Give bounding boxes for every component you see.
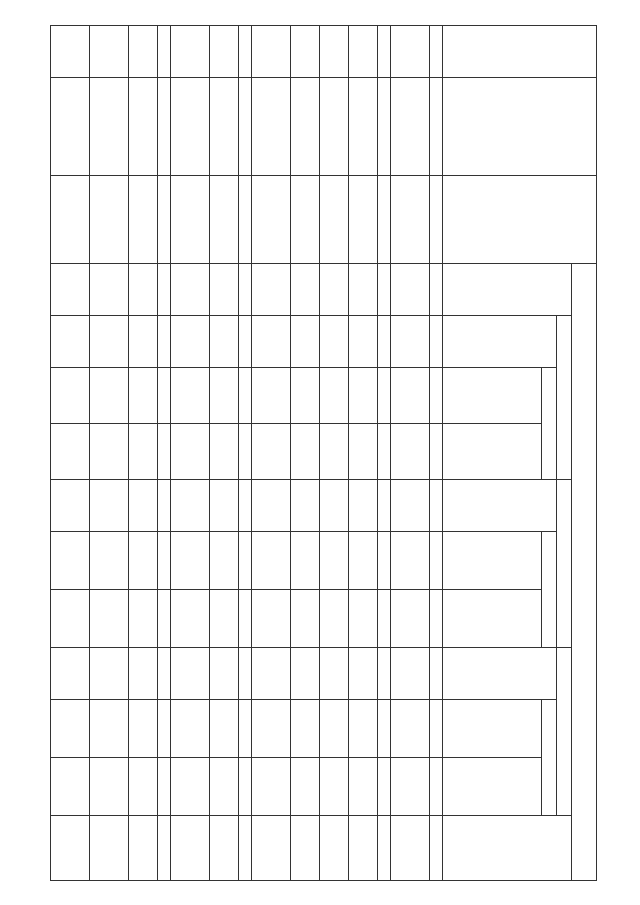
row-executor xyxy=(158,176,171,264)
row-value xyxy=(391,532,430,590)
row-executor xyxy=(378,176,391,264)
row-value xyxy=(291,590,320,648)
col-number xyxy=(430,648,443,700)
table-row xyxy=(252,26,291,881)
row-value xyxy=(129,700,158,758)
row-value xyxy=(210,700,239,758)
row-value xyxy=(252,758,291,816)
col-number xyxy=(430,700,443,758)
header-reg-3 xyxy=(443,590,542,648)
row-status xyxy=(90,26,129,78)
header-total-2 xyxy=(443,316,557,368)
row-value xyxy=(90,264,129,316)
row-value xyxy=(391,316,430,368)
row-value xyxy=(210,264,239,316)
row-value xyxy=(239,532,252,590)
row-value xyxy=(349,816,378,881)
row-value xyxy=(51,648,90,700)
header-year-5 xyxy=(443,816,572,881)
header-programme-name xyxy=(443,78,597,176)
row-value xyxy=(171,816,210,881)
row-value xyxy=(158,316,171,368)
row-value xyxy=(378,758,391,816)
row-value xyxy=(51,316,90,368)
row-value xyxy=(90,758,129,816)
row-value xyxy=(171,758,210,816)
col-number xyxy=(430,480,443,532)
row-executor xyxy=(90,176,129,264)
header-year-3 xyxy=(557,480,572,648)
row-value xyxy=(129,590,158,648)
row-value xyxy=(391,368,430,424)
table-row xyxy=(90,26,129,881)
row-value xyxy=(320,816,349,881)
col-number xyxy=(430,758,443,816)
row-value xyxy=(210,480,239,532)
row-value xyxy=(210,648,239,700)
row-value xyxy=(51,480,90,532)
table-row xyxy=(171,26,210,881)
row-value xyxy=(391,424,430,480)
row-executor xyxy=(252,176,291,264)
row-value xyxy=(51,758,90,816)
row-value xyxy=(252,816,291,881)
row-value xyxy=(378,480,391,532)
row-value xyxy=(291,532,320,590)
row-value xyxy=(129,758,158,816)
row-value xyxy=(291,424,320,480)
row-value xyxy=(378,648,391,700)
row-value xyxy=(239,424,252,480)
row-value xyxy=(349,648,378,700)
row-value xyxy=(391,590,430,648)
row-value xyxy=(158,816,171,881)
table-row xyxy=(158,26,171,881)
row-value xyxy=(90,532,129,590)
row-value xyxy=(210,816,239,881)
table-row xyxy=(378,26,391,881)
row-value xyxy=(158,424,171,480)
row-value xyxy=(210,316,239,368)
row-value xyxy=(291,264,320,316)
header-incl-2 xyxy=(542,368,557,480)
row-value xyxy=(90,816,129,881)
table-row xyxy=(129,26,158,881)
row-value xyxy=(129,264,158,316)
row-name xyxy=(90,78,129,176)
row-value xyxy=(349,590,378,648)
expenditure-table xyxy=(50,25,597,881)
row-value xyxy=(51,700,90,758)
row-status xyxy=(252,26,291,78)
row-value xyxy=(252,648,291,700)
table-row xyxy=(51,26,90,881)
row-value xyxy=(320,758,349,816)
row-value xyxy=(252,590,291,648)
row-value xyxy=(291,648,320,700)
row-status xyxy=(210,26,239,78)
row-value xyxy=(239,264,252,316)
row-value xyxy=(320,316,349,368)
row-value xyxy=(391,816,430,881)
row-value xyxy=(51,590,90,648)
header-year-2 xyxy=(557,316,572,480)
row-value xyxy=(90,700,129,758)
row-value xyxy=(158,368,171,424)
col-number xyxy=(430,78,443,176)
row-value xyxy=(349,264,378,316)
row-value xyxy=(239,758,252,816)
header-executor xyxy=(443,176,597,264)
row-value xyxy=(210,532,239,590)
row-value xyxy=(291,480,320,532)
table-row xyxy=(291,26,320,881)
row-value xyxy=(129,316,158,368)
col-number xyxy=(430,316,443,368)
row-name xyxy=(171,78,210,176)
row-value xyxy=(378,816,391,881)
row-value xyxy=(391,758,430,816)
row-value xyxy=(171,532,210,590)
row-status xyxy=(291,26,320,78)
row-name xyxy=(320,78,349,176)
row-executor xyxy=(171,176,210,264)
row-name xyxy=(291,78,320,176)
row-value xyxy=(291,700,320,758)
row-value xyxy=(378,700,391,758)
row-name xyxy=(51,78,90,176)
row-value xyxy=(291,368,320,424)
row-executor xyxy=(210,176,239,264)
row-value xyxy=(210,424,239,480)
row-value xyxy=(349,424,378,480)
row-value xyxy=(239,368,252,424)
row-value xyxy=(90,368,129,424)
row-value xyxy=(291,816,320,881)
row-value xyxy=(320,480,349,532)
header-total-3 xyxy=(443,480,557,532)
table-row xyxy=(210,26,239,881)
row-status xyxy=(239,26,252,78)
row-value xyxy=(171,316,210,368)
header-year-4 xyxy=(557,648,572,816)
row-value xyxy=(158,264,171,316)
row-status xyxy=(320,26,349,78)
table-row xyxy=(349,26,378,881)
row-value xyxy=(349,532,378,590)
header-year-1 xyxy=(443,264,572,316)
row-value xyxy=(158,480,171,532)
row-value xyxy=(320,700,349,758)
row-value xyxy=(158,700,171,758)
row-status xyxy=(158,26,171,78)
row-value xyxy=(129,648,158,700)
row-status xyxy=(129,26,158,78)
header-status xyxy=(443,26,597,78)
row-value xyxy=(378,590,391,648)
row-name xyxy=(129,78,158,176)
row-value xyxy=(129,532,158,590)
col-number xyxy=(430,816,443,881)
row-value xyxy=(320,648,349,700)
row-value xyxy=(252,424,291,480)
row-name xyxy=(391,78,430,176)
row-value xyxy=(391,700,430,758)
row-status xyxy=(171,26,210,78)
row-value xyxy=(239,590,252,648)
col-number xyxy=(430,424,443,480)
row-name xyxy=(252,78,291,176)
row-value xyxy=(129,368,158,424)
row-value xyxy=(90,480,129,532)
row-value xyxy=(252,316,291,368)
row-value xyxy=(90,424,129,480)
row-executor xyxy=(129,176,158,264)
col-number xyxy=(430,590,443,648)
col-number xyxy=(430,264,443,316)
row-value xyxy=(158,532,171,590)
row-value xyxy=(391,648,430,700)
header-total-4 xyxy=(443,648,557,700)
row-value xyxy=(171,264,210,316)
row-value xyxy=(51,532,90,590)
header-incl-4 xyxy=(542,700,557,816)
row-value xyxy=(252,700,291,758)
row-status xyxy=(378,26,391,78)
header-incl-3 xyxy=(542,532,557,648)
row-value xyxy=(129,480,158,532)
row-status xyxy=(51,26,90,78)
row-status xyxy=(391,26,430,78)
row-value xyxy=(51,264,90,316)
row-value xyxy=(252,480,291,532)
row-value xyxy=(90,590,129,648)
row-executor xyxy=(320,176,349,264)
row-value xyxy=(320,368,349,424)
row-value xyxy=(291,316,320,368)
row-executor xyxy=(239,176,252,264)
row-value xyxy=(210,368,239,424)
row-name xyxy=(210,78,239,176)
row-value xyxy=(252,532,291,590)
col-number xyxy=(430,176,443,264)
row-value xyxy=(239,700,252,758)
col-number xyxy=(430,368,443,424)
row-value xyxy=(378,532,391,590)
row-name xyxy=(349,78,378,176)
row-value xyxy=(252,368,291,424)
row-value xyxy=(51,424,90,480)
table-body xyxy=(51,26,430,881)
table-row xyxy=(391,26,430,881)
row-executor xyxy=(51,176,90,264)
row-value xyxy=(239,480,252,532)
row-value xyxy=(391,264,430,316)
row-value xyxy=(51,368,90,424)
header-expenditure xyxy=(572,264,597,881)
row-value xyxy=(378,424,391,480)
table-row xyxy=(239,26,252,881)
row-value xyxy=(171,648,210,700)
row-executor xyxy=(349,176,378,264)
row-value xyxy=(171,424,210,480)
row-status xyxy=(349,26,378,78)
row-value xyxy=(349,368,378,424)
row-value xyxy=(378,264,391,316)
row-executor xyxy=(291,176,320,264)
table-row xyxy=(320,26,349,881)
row-value xyxy=(320,532,349,590)
header-reg-2 xyxy=(443,424,542,480)
row-value xyxy=(252,264,291,316)
row-value xyxy=(378,316,391,368)
row-value xyxy=(171,368,210,424)
row-name xyxy=(239,78,252,176)
row-executor xyxy=(391,176,430,264)
row-value xyxy=(391,480,430,532)
row-value xyxy=(129,816,158,881)
col-number xyxy=(430,26,443,78)
row-value xyxy=(239,816,252,881)
row-value xyxy=(291,758,320,816)
row-value xyxy=(171,480,210,532)
row-value xyxy=(239,648,252,700)
row-value xyxy=(171,700,210,758)
row-value xyxy=(349,316,378,368)
row-value xyxy=(349,758,378,816)
row-value xyxy=(239,316,252,368)
rotated-table-sheet xyxy=(37,25,597,880)
row-value xyxy=(158,758,171,816)
header-fed-3 xyxy=(443,532,542,590)
row-value xyxy=(158,590,171,648)
row-name xyxy=(158,78,171,176)
header-fed-2 xyxy=(443,368,542,424)
row-value xyxy=(378,368,391,424)
row-value xyxy=(171,590,210,648)
col-number xyxy=(430,532,443,590)
row-value xyxy=(320,264,349,316)
header-fed-4 xyxy=(443,700,542,758)
row-value xyxy=(320,424,349,480)
row-value xyxy=(320,590,349,648)
header-reg-4 xyxy=(443,758,542,816)
row-name xyxy=(378,78,391,176)
row-value xyxy=(90,316,129,368)
row-value xyxy=(210,590,239,648)
row-value xyxy=(210,758,239,816)
row-value xyxy=(349,480,378,532)
row-value xyxy=(90,648,129,700)
row-value xyxy=(158,648,171,700)
row-value xyxy=(51,816,90,881)
row-value xyxy=(129,424,158,480)
row-value xyxy=(349,700,378,758)
